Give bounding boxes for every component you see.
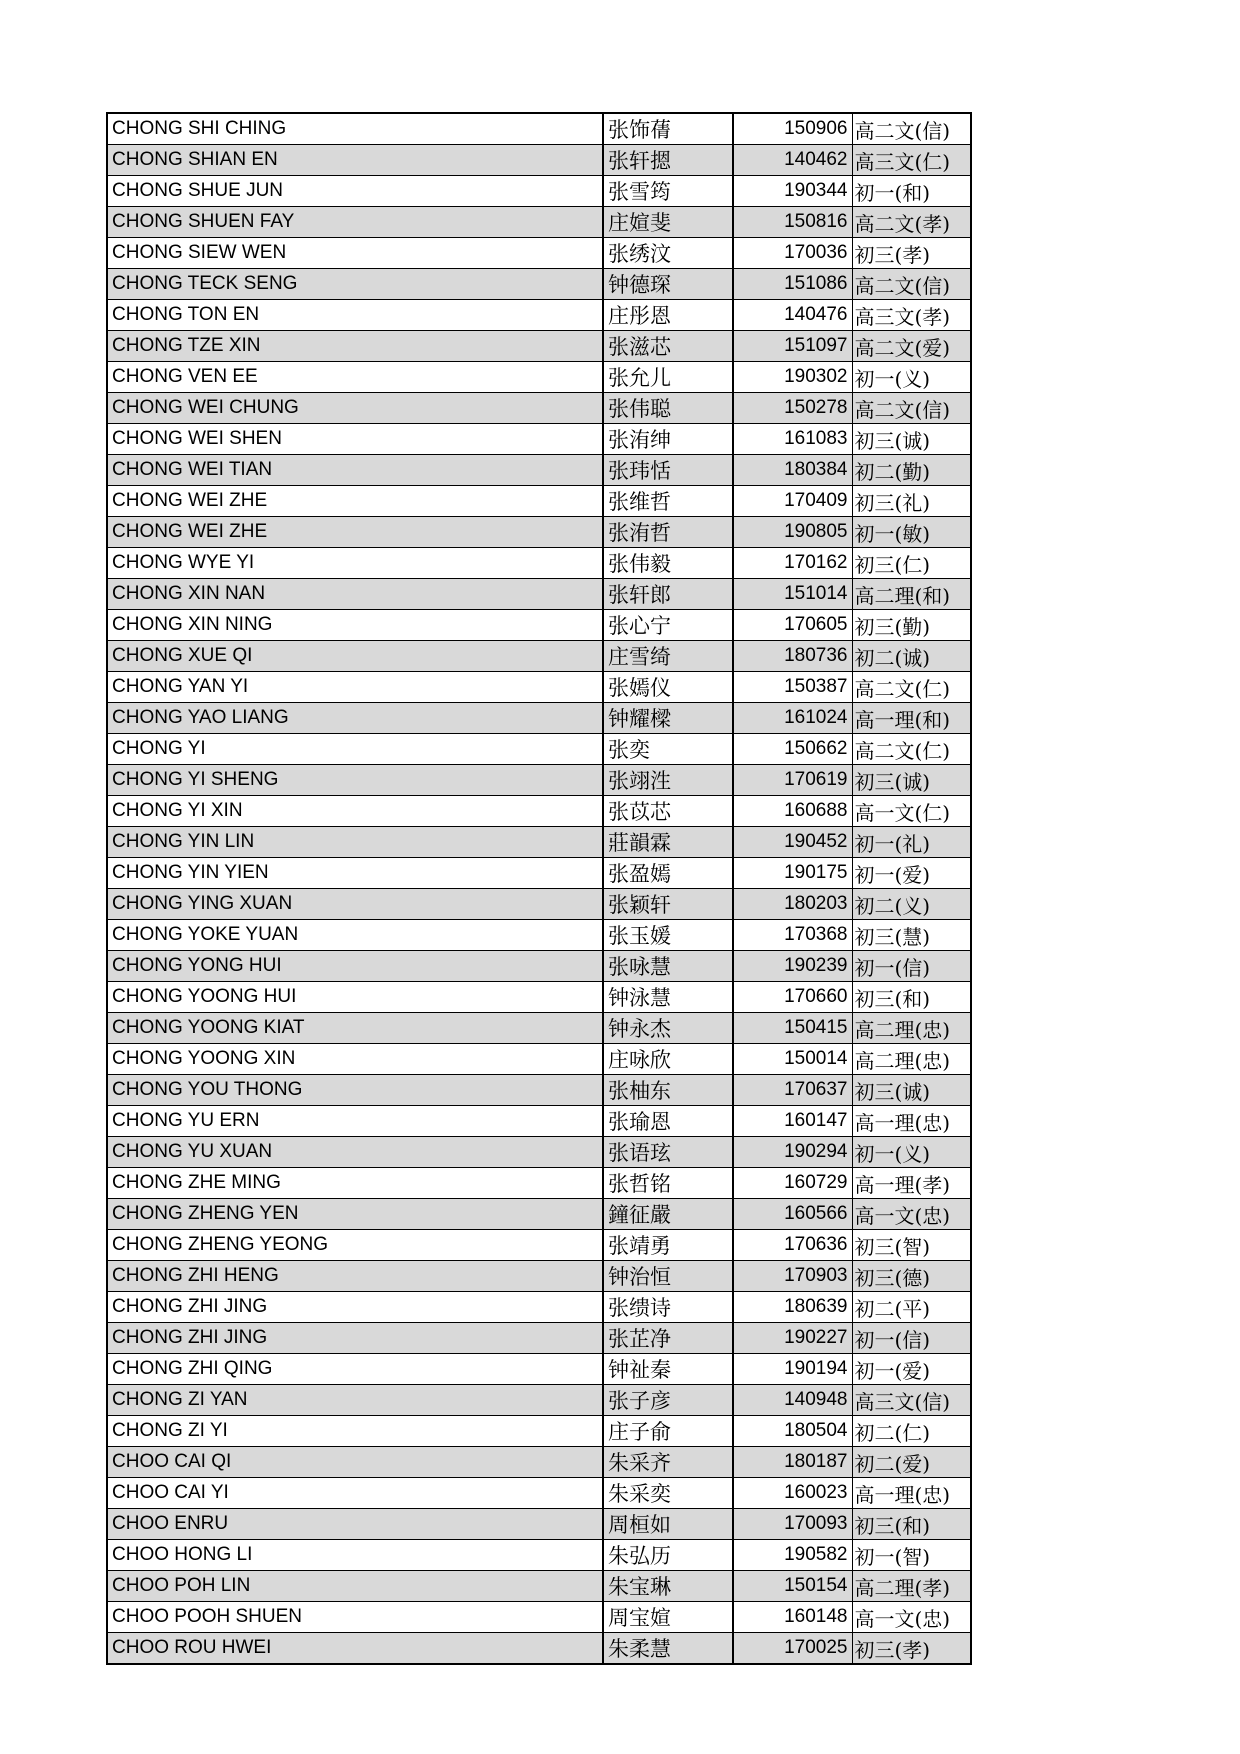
student-id-cell: 170605 [733,610,852,641]
table-row [107,1075,971,1106]
table-row [107,982,971,1013]
student-name-cell: CHONG YONG HUI [107,951,603,982]
table-row [107,1199,971,1230]
student-id-cell: 150906 [733,113,852,145]
class-cell: 初二(爱) [852,1447,971,1478]
student-id-cell: 170368 [733,920,852,951]
chinese-name-cell: 庄彤恩 [603,300,733,331]
student-id-cell: 160147 [733,1106,852,1137]
class-cell: 初三(诚) [852,765,971,796]
student-name-cell: CHONG YIN LIN [107,827,603,858]
class-cell: 高二文(信) [852,113,971,145]
student-id-cell: 170636 [733,1230,852,1261]
student-name-cell: CHONG YU ERN [107,1106,603,1137]
table-row [107,1385,971,1416]
chinese-name-cell: 张颖轩 [603,889,733,920]
student-id-cell: 150154 [733,1571,852,1602]
student-name-cell: CHONG WYE YI [107,548,603,579]
class-cell: 初三(礼) [852,486,971,517]
student-name-cell: CHONG YIN YIEN [107,858,603,889]
student-name-cell: CHONG SHUEN FAY [107,207,603,238]
class-cell: 初一(和) [852,176,971,207]
student-name-cell: CHONG TECK SENG [107,269,603,300]
table-row [107,362,971,393]
class-cell: 初一(爱) [852,1354,971,1385]
chinese-name-cell: 朱弘历 [603,1540,733,1571]
student-name-cell: CHONG SHIAN EN [107,145,603,176]
class-cell: 高二文(信) [852,393,971,424]
student-name-cell: CHOO CAI QI [107,1447,603,1478]
student-name-cell: CHONG YU XUAN [107,1137,603,1168]
student-id-cell: 160566 [733,1199,852,1230]
table-row [107,1044,971,1075]
student-name-cell: CHOO HONG LI [107,1540,603,1571]
class-cell: 初一(义) [852,362,971,393]
class-cell: 初二(勤) [852,455,971,486]
chinese-name-cell: 张子彦 [603,1385,733,1416]
chinese-name-cell: 张翊泩 [603,765,733,796]
table-row [107,145,971,176]
student-name-cell: CHONG ZHI JING [107,1292,603,1323]
chinese-name-cell: 张洧绅 [603,424,733,455]
chinese-name-cell: 周宝媗 [603,1602,733,1633]
student-id-cell: 190582 [733,1540,852,1571]
class-cell: 初二(诚) [852,641,971,672]
class-cell: 初三(和) [852,982,971,1013]
table-row [107,734,971,765]
student-name-cell: CHONG YI SHENG [107,765,603,796]
class-cell: 高二文(仁) [852,672,971,703]
table-row [107,1416,971,1447]
student-name-cell: CHONG TZE XIN [107,331,603,362]
chinese-name-cell: 张瑜恩 [603,1106,733,1137]
table-row [107,827,971,858]
table-row [107,1540,971,1571]
chinese-name-cell: 张雪筠 [603,176,733,207]
student-name-cell: CHONG TON EN [107,300,603,331]
table-row [107,424,971,455]
class-cell: 初三(孝) [852,238,971,269]
chinese-name-cell: 朱采奕 [603,1478,733,1509]
class-cell: 初三(诚) [852,1075,971,1106]
table-row [107,113,971,145]
class-cell: 高一理(和) [852,703,971,734]
student-id-cell: 190805 [733,517,852,548]
chinese-name-cell: 张靖勇 [603,1230,733,1261]
chinese-name-cell: 钟治恒 [603,1261,733,1292]
student-id-cell: 190302 [733,362,852,393]
chinese-name-cell: 庄咏欣 [603,1044,733,1075]
student-name-cell: CHONG WEI TIAN [107,455,603,486]
student-id-cell: 170619 [733,765,852,796]
table-row [107,1354,971,1385]
class-cell: 初三(和) [852,1509,971,1540]
chinese-name-cell: 张允儿 [603,362,733,393]
table-row [107,207,971,238]
chinese-name-cell: 朱柔慧 [603,1633,733,1665]
chinese-name-cell: 周桓如 [603,1509,733,1540]
table-row [107,1137,971,1168]
student-name-cell: CHONG ZHENG YEN [107,1199,603,1230]
class-cell: 初一(智) [852,1540,971,1571]
student-id-cell: 150415 [733,1013,852,1044]
class-cell: 高二理(孝) [852,1571,971,1602]
class-cell: 高二理(忠) [852,1044,971,1075]
chinese-name-cell: 张柚东 [603,1075,733,1106]
class-cell: 初三(勤) [852,610,971,641]
table-row [107,765,971,796]
class-cell: 初一(礼) [852,827,971,858]
table-row [107,1292,971,1323]
class-cell: 初三(智) [852,1230,971,1261]
student-id-cell: 170660 [733,982,852,1013]
table-row [107,238,971,269]
table-row [107,858,971,889]
class-cell: 初一(敏) [852,517,971,548]
class-cell: 高三文(信) [852,1385,971,1416]
student-id-cell: 160023 [733,1478,852,1509]
class-cell: 高二文(孝) [852,207,971,238]
chinese-name-cell: 张哲铭 [603,1168,733,1199]
student-name-cell: CHONG ZI YI [107,1416,603,1447]
student-id-cell: 180736 [733,641,852,672]
chinese-name-cell: 张绣汶 [603,238,733,269]
student-list-table [106,112,972,1665]
table-row [107,393,971,424]
student-id-cell: 170093 [733,1509,852,1540]
table-row [107,1261,971,1292]
class-cell: 初三(诚) [852,424,971,455]
table-row [107,920,971,951]
chinese-name-cell: 张轩摁 [603,145,733,176]
table-row [107,1447,971,1478]
table-row [107,1230,971,1261]
student-id-cell: 160729 [733,1168,852,1199]
table-row [107,1509,971,1540]
student-id-cell: 190294 [733,1137,852,1168]
table-row [107,610,971,641]
student-name-cell: CHONG ZHI HENG [107,1261,603,1292]
class-cell: 初三(慧) [852,920,971,951]
class-cell: 高二理(忠) [852,1013,971,1044]
chinese-name-cell: 张苡芯 [603,796,733,827]
student-name-cell: CHONG ZHENG YEONG [107,1230,603,1261]
chinese-name-cell: 朱采齐 [603,1447,733,1478]
chinese-name-cell: 张嫣仪 [603,672,733,703]
table-row [107,672,971,703]
chinese-name-cell: 张饰蒨 [603,113,733,145]
chinese-name-cell: 张滋芯 [603,331,733,362]
student-name-cell: CHONG ZHI QING [107,1354,603,1385]
student-id-cell: 190452 [733,827,852,858]
student-id-cell: 151014 [733,579,852,610]
chinese-name-cell: 朱宝琳 [603,1571,733,1602]
table-row [107,486,971,517]
chinese-name-cell: 张伟聪 [603,393,733,424]
student-id-cell: 140462 [733,145,852,176]
student-name-cell: CHONG ZI YAN [107,1385,603,1416]
student-id-cell: 190344 [733,176,852,207]
student-id-cell: 160688 [733,796,852,827]
student-name-cell: CHONG WEI CHUNG [107,393,603,424]
student-id-cell: 180639 [733,1292,852,1323]
table-row [107,1633,971,1665]
class-cell: 高二理(和) [852,579,971,610]
chinese-name-cell: 庄雪绮 [603,641,733,672]
table-row [107,1168,971,1199]
student-name-cell: CHONG YOKE YUAN [107,920,603,951]
student-id-cell: 150816 [733,207,852,238]
student-name-cell: CHONG VEN EE [107,362,603,393]
student-id-cell: 151086 [733,269,852,300]
class-cell: 初二(仁) [852,1416,971,1447]
class-cell: 初三(德) [852,1261,971,1292]
chinese-name-cell: 张轩郎 [603,579,733,610]
student-id-cell: 190194 [733,1354,852,1385]
student-name-cell: CHONG YOONG KIAT [107,1013,603,1044]
student-id-cell: 180187 [733,1447,852,1478]
student-id-cell: 180384 [733,455,852,486]
student-name-cell: CHOO ROU HWEI [107,1633,603,1665]
student-name-cell: CHONG XIN NAN [107,579,603,610]
table-row [107,517,971,548]
class-cell: 高一理(忠) [852,1106,971,1137]
chinese-name-cell: 张芷净 [603,1323,733,1354]
table-row [107,579,971,610]
student-id-cell: 150278 [733,393,852,424]
table-row [107,703,971,734]
class-cell: 初一(爱) [852,858,971,889]
table-row [107,889,971,920]
table-row [107,176,971,207]
student-id-cell: 170036 [733,238,852,269]
student-id-cell: 170409 [733,486,852,517]
class-cell: 初三(仁) [852,548,971,579]
table-row [107,269,971,300]
student-name-cell: CHONG YING XUAN [107,889,603,920]
chinese-name-cell: 钟德琛 [603,269,733,300]
student-name-cell: CHONG YOU THONG [107,1075,603,1106]
chinese-name-cell: 庄媗斐 [603,207,733,238]
table-row [107,1323,971,1354]
class-cell: 高二文(仁) [852,734,971,765]
class-cell: 高一文(仁) [852,796,971,827]
student-name-cell: CHONG XUE QI [107,641,603,672]
student-id-cell: 140476 [733,300,852,331]
class-cell: 高一文(忠) [852,1602,971,1633]
chinese-name-cell: 张维哲 [603,486,733,517]
student-id-cell: 150014 [733,1044,852,1075]
student-id-cell: 140948 [733,1385,852,1416]
student-name-cell: CHOO CAI YI [107,1478,603,1509]
table-row [107,951,971,982]
chinese-name-cell: 张盈嫣 [603,858,733,889]
table-row [107,1478,971,1509]
chinese-name-cell: 钟泳慧 [603,982,733,1013]
class-cell: 高二文(爱) [852,331,971,362]
chinese-name-cell: 钟永杰 [603,1013,733,1044]
class-cell: 高三文(孝) [852,300,971,331]
class-cell: 初一(信) [852,1323,971,1354]
table-row [107,455,971,486]
student-name-cell: CHONG SHUE JUN [107,176,603,207]
chinese-name-cell: 钟祉秦 [603,1354,733,1385]
chinese-name-cell: 张心宁 [603,610,733,641]
class-cell: 高一文(忠) [852,1199,971,1230]
student-id-cell: 160148 [733,1602,852,1633]
chinese-name-cell: 庄子俞 [603,1416,733,1447]
student-id-cell: 161024 [733,703,852,734]
student-id-cell: 180504 [733,1416,852,1447]
chinese-name-cell: 张奕 [603,734,733,765]
student-name-cell: CHONG YOONG HUI [107,982,603,1013]
table-row [107,1571,971,1602]
chinese-name-cell: 张洧哲 [603,517,733,548]
student-name-cell: CHOO POOH SHUEN [107,1602,603,1633]
student-id-cell: 170637 [733,1075,852,1106]
chinese-name-cell: 张缋诗 [603,1292,733,1323]
student-name-cell: CHONG SIEW WEN [107,238,603,269]
student-name-cell: CHONG WEI ZHE [107,486,603,517]
student-id-cell: 161083 [733,424,852,455]
student-name-cell: CHOO ENRU [107,1509,603,1540]
table-row [107,300,971,331]
student-name-cell: CHONG YAN YI [107,672,603,703]
table-row [107,796,971,827]
student-id-cell: 190239 [733,951,852,982]
student-id-cell: 150387 [733,672,852,703]
table-row [107,1013,971,1044]
student-name-cell: CHONG YOONG XIN [107,1044,603,1075]
class-cell: 高二文(信) [852,269,971,300]
student-name-cell: CHONG YI XIN [107,796,603,827]
chinese-name-cell: 张伟毅 [603,548,733,579]
student-name-cell: CHONG XIN NING [107,610,603,641]
student-id-cell: 170903 [733,1261,852,1292]
table-row [107,331,971,362]
class-cell: 高一理(孝) [852,1168,971,1199]
class-cell: 高一理(忠) [852,1478,971,1509]
student-id-cell: 190227 [733,1323,852,1354]
student-id-cell: 190175 [733,858,852,889]
class-cell: 高三文(仁) [852,145,971,176]
table-row [107,1602,971,1633]
table-row [107,641,971,672]
class-cell: 初一(信) [852,951,971,982]
student-name-cell: CHONG SHI CHING [107,113,603,145]
student-name-cell: CHOO POH LIN [107,1571,603,1602]
student-id-cell: 170162 [733,548,852,579]
student-name-cell: CHONG YI [107,734,603,765]
class-cell: 初一(义) [852,1137,971,1168]
chinese-name-cell: 张语玹 [603,1137,733,1168]
student-id-cell: 150662 [733,734,852,765]
student-id-cell: 180203 [733,889,852,920]
student-name-cell: CHONG WEI SHEN [107,424,603,455]
chinese-name-cell: 张咏慧 [603,951,733,982]
student-name-cell: CHONG ZHE MING [107,1168,603,1199]
chinese-name-cell: 钟耀樑 [603,703,733,734]
student-name-cell: CHONG YAO LIANG [107,703,603,734]
student-name-cell: CHONG WEI ZHE [107,517,603,548]
student-id-cell: 170025 [733,1633,852,1665]
chinese-name-cell: 张玮恬 [603,455,733,486]
chinese-name-cell: 鐘征嚴 [603,1199,733,1230]
table-row [107,1106,971,1137]
table-row [107,548,971,579]
table-body [107,113,971,1664]
chinese-name-cell: 张玉媛 [603,920,733,951]
student-id-cell: 151097 [733,331,852,362]
chinese-name-cell: 莊韻霖 [603,827,733,858]
class-cell: 初二(义) [852,889,971,920]
class-cell: 初三(孝) [852,1633,971,1665]
class-cell: 初二(平) [852,1292,971,1323]
student-name-cell: CHONG ZHI JING [107,1323,603,1354]
